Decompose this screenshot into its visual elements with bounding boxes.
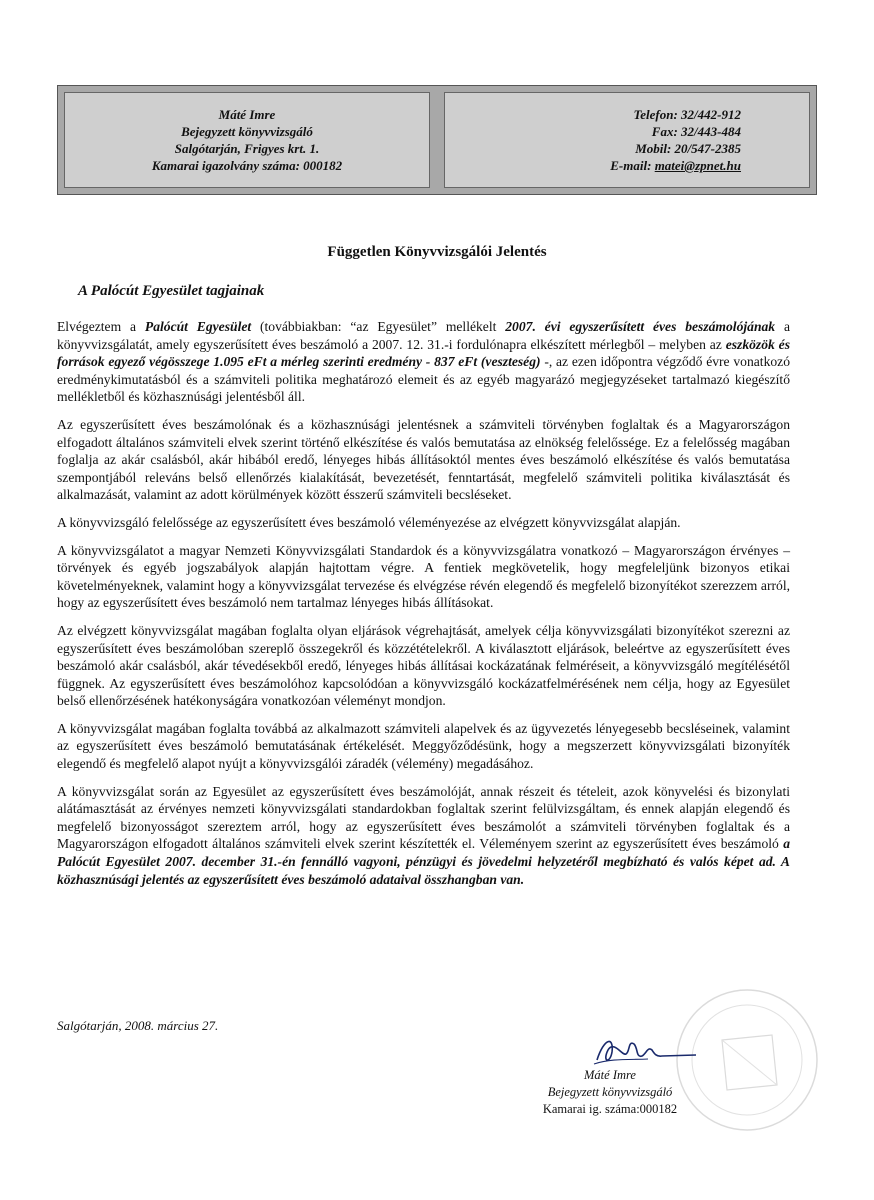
p1-figures: eszközök és források egyező végösszege 1.095 eFt a mérleg szerinti eredmény - 837 eFt (veszteség) (57, 336, 790, 370)
auditor-address: Salgótarján, Frigyes krt. 1. (174, 141, 320, 156)
contact-email-line (610, 157, 741, 174)
auditor-role: Bejegyzett könyvvizsgáló (181, 124, 313, 139)
signer-block (520, 1067, 700, 1118)
audit-opinion: a Palócút Egyesület 2007. december 31.-én fennálló vagyoni, pénzügyi és jövedelmi helyzetéről megbízható és valós képet ad. A közhasznúsági jelentés az egyszerűsített éves beszámoló adataival összhangban van. (57, 836, 790, 887)
letterhead-contact-box (444, 92, 810, 188)
paragraph-7 (57, 783, 790, 889)
p7-text: A könyvvizsgálat során az Egyesület az egyszerűsített éves beszámolóját, annak részeit és tételeit, azok könyvelési és bizonylati alátámasztását az érvényes nemzeti könyvvizsgálati standardokban foglaltak szerint felülvizsgáltam, és ennek alapján elegendő és megfelelő bizonyosságot szereztem arról, hogy az egyszerűsített éves beszámolót a számviteli törvényben foglaltak és a Magyarországon elfogadott általános számviteli elvek szerint készítették el. Véleményem szerint az egyszerűsített éves beszámoló (57, 783, 790, 852)
contact-phone: Telefon: 32/442-912 (633, 107, 741, 122)
handwritten-signature (592, 1030, 702, 1070)
p1-report-ref: 2007. évi egyszerűsített éves beszámolójának (505, 319, 776, 334)
p1-text: Elvégeztem a (57, 319, 145, 334)
p1-entity: Palócút Egyesület (144, 319, 252, 334)
p1-text: a könyvvizsgálatát, amely egyszerűsített éves beszámoló a 2007. 12. 31.-i fordulónapra elkészített mérlegből – melyben az (57, 319, 790, 352)
contact-mobile: Mobil: 20/547-2385 (635, 141, 741, 156)
p1-text: -, az ezen időpontra végződő évre vonatkozó eredménykimutatásból és a számviteli politika meghatározó elemeit és az egyéb magyarázó megjegyzéseket tartalmazó kiegészítő mellékletből és közhasznúsági jelentésből áll. (57, 354, 790, 405)
auditor-name: Máté Imre (218, 107, 276, 122)
letterhead (57, 85, 817, 195)
paragraph-1 (57, 318, 790, 406)
paragraph-4: A könyvvizsgálatot a magyar Nemzeti Könyvvizsgálati Standardok és a könyvvizsgálatra vonatkozó – Magyarországon érvényes – törvények és egyéb jogszabályok alapján hajtottam végre. A fentiek megkövetelik, hogy megfeleljünk bizonyos etikai követelményeknek, valamint hogy a könyvvizsgálat tervezése és elvégzése révén elegendő és megfelelő bizonyítékot szerezzem arról, hogy az egyszerűsített éves beszámoló nem tartalmaz lényeges hibás állításokat. (57, 542, 790, 611)
signer-role: Bejegyzett könyvvizsgáló (547, 1085, 673, 1099)
report-body (57, 318, 790, 898)
auditor-chamber-id: Kamarai igazolvány száma: 000182 (151, 158, 343, 173)
addressee: A Palócút Egyesület tagjainak (78, 283, 265, 299)
letterhead-auditor-box (64, 92, 430, 188)
p1-text: (továbbiakban: “az Egyesület” mellékelt (251, 319, 506, 334)
report-title: Független Könyvvizsgálói Jelentés (327, 244, 547, 260)
email-label: E-mail: (610, 158, 655, 173)
paragraph-2: Az egyszerűsített éves beszámolónak és a közhasznúsági jelentésnek a számviteli törvényben foglaltak és a Magyarországon elfogadott általános számviteli elvek szerint történő elkészítése és valós bemutatása az elnökség felelőssége. Ez a felelősség magában foglalja az akár csalásból, akár hibából eredő, lényeges hibás állításoktól mentes éves beszámoló elkészítése és valós bemutatása szempontjából releváns belső ellenőrzés kialakítását, bevezetését, fenntartását, megfelelő számviteli politika kiválasztását és alkalmazását, valamint az adott körülmények között ésszerű számviteli becsléseket. (57, 416, 790, 503)
paragraph-5: Az elvégzett könyvvizsgálat magában foglalta olyan eljárások végrehajtását, amelyek célja könyvvizsgálati bizonyítékot szerezni az egyszerűsített éves beszámolóban szereplő összegekről és közzétételekről. A kiválasztott eljárások, beleértve az egyszerűsített éves beszámoló akár csalásból, akár tévedésekből eredő, lényeges hibás állításai kockázatának felméréseit, a könyvvizsgáló megítélésétől függnek. Az egyszerűsített éves beszámolóhoz kapcsolódóan a könyvvizsgáló kockázatfelmérésének nem célja, hogy az Egyesület belső ellenőrzésének hatékonyságára vonatkozóan véleményt mondjon. (57, 622, 790, 709)
place-date: Salgótarján, 2008. március 27. (57, 1018, 219, 1033)
signer-chamber-number: Kamarai ig. száma:000182 (542, 1102, 678, 1116)
email-link[interactable]: matei@zpnet.hu (654, 158, 741, 173)
signer-name: Máté Imre (584, 1068, 636, 1082)
paragraph-3: A könyvvizsgáló felelőssége az egyszerűsített éves beszámoló véleményezése az elvégzett könyvvizsgálat alapján. (57, 514, 681, 530)
paragraph-6: A könyvvizsgálat magában foglalta továbbá az alkalmazott számviteli alapelvek és az ügyvezetés lényegesebb becsléseinek, valamint az egyszerűsített éves beszámoló bemutatásának értékelését. Meggyőződésünk, hogy a megszerzett könyvvizsgálati bizonyíték elegendő és megfelelő alapot nyújt a könyvvizsgálói záradék (vélemény) megadásához. (57, 720, 790, 772)
contact-fax: Fax: 32/443-484 (651, 124, 741, 139)
